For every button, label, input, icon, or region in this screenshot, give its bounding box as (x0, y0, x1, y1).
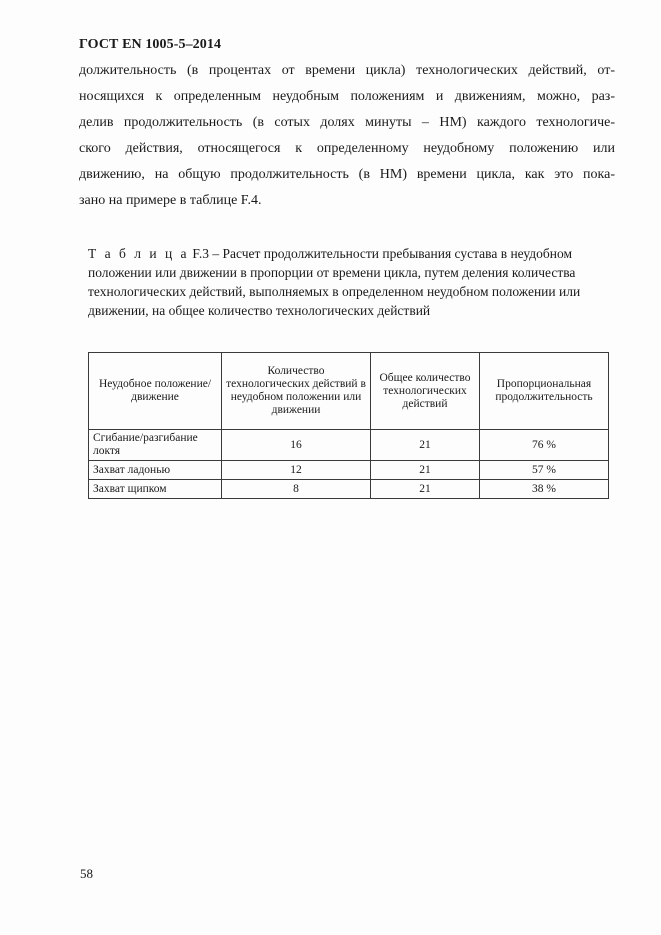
table-caption (88, 244, 618, 320)
body-line: ского действия, относящегося к определенному неудобному положению или (79, 141, 615, 156)
row-total-cell: 21 (371, 461, 480, 480)
table-row (89, 461, 609, 480)
body-paragraph (79, 58, 615, 214)
table-caption-text: F.3 – Расчет продолжительности пребывания сустава в неудобном положении или движении в пропорции от времени цикла, путем деления количества технологических действий, выполняемых в определенном неудобном положении или движении, на общее количество технологических действий (88, 246, 581, 318)
row-count-cell: 8 (222, 480, 371, 499)
row-proportion-cell: 57 % (480, 461, 609, 480)
table-header-row (89, 353, 609, 430)
body-line: делив продолжительность (в сотых долях минуты – НМ) каждого технологиче- (79, 115, 615, 130)
row-position-cell: Захват ладонью (89, 461, 222, 480)
page-number: 58 (80, 866, 93, 881)
column-header: Пропорциональная продолжительность (480, 353, 609, 430)
document-id-header: ГОСТ EN 1005-5–2014 (79, 37, 222, 52)
column-header: Общее количество технологических действий (371, 353, 480, 430)
table-caption-prefix: Т а б л и ц а (88, 246, 190, 261)
body-line: зано на примере в таблице F.4. (79, 193, 262, 208)
row-proportion-cell: 76 % (480, 430, 609, 461)
body-line: должительность (в процентах от времени цикла) технологических действий, от- (79, 63, 615, 78)
row-position-cell: Сгибание/разгибание локтя (89, 430, 222, 461)
row-proportion-cell: 38 % (480, 480, 609, 499)
data-table (88, 352, 609, 499)
table-row (89, 480, 609, 499)
body-line: движению, на общую продолжительность (в НМ) времени цикла, как это пока- (79, 167, 615, 182)
row-total-cell: 21 (371, 430, 480, 461)
row-count-cell: 12 (222, 461, 371, 480)
column-header: Количество технологических действий в неудобном положении или движении (222, 353, 371, 430)
row-count-cell: 16 (222, 430, 371, 461)
column-header: Неудобное положение/движение (89, 353, 222, 430)
body-line: носящихся к определенным неудобным положениям и движениям, можно, раз- (79, 89, 615, 104)
table-row (89, 430, 609, 461)
row-position-cell: Захват щипком (89, 480, 222, 499)
row-total-cell: 21 (371, 480, 480, 499)
